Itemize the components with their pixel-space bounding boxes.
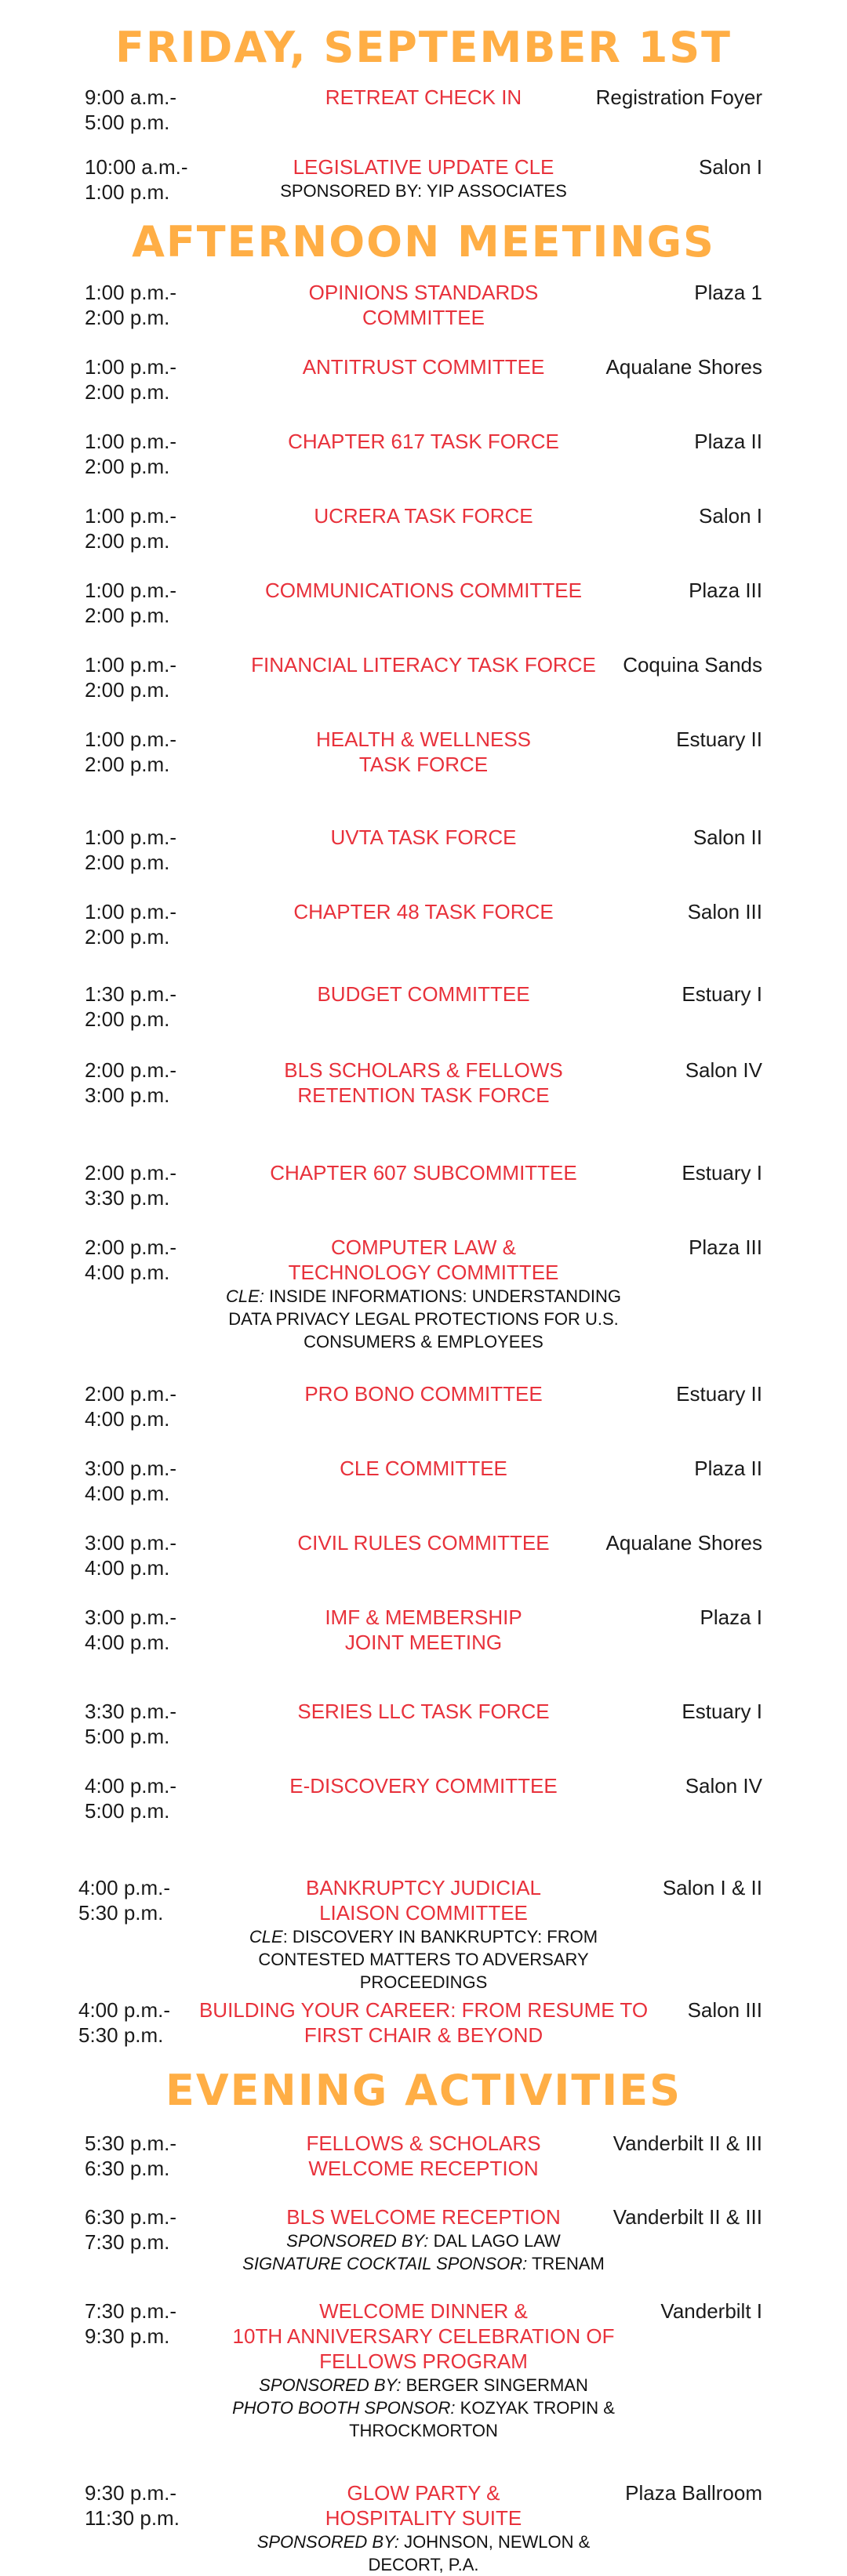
event-location: Plaza II xyxy=(694,430,762,453)
event-location: Plaza III xyxy=(689,579,762,602)
event-title: COMMUNICATIONS COMMITTEE xyxy=(265,579,582,602)
event-title: E-DISCOVERY COMMITTEE xyxy=(289,1774,558,1798)
event-title: FELLOWS & SCHOLARS WELCOME RECEPTION xyxy=(306,2132,541,2180)
event-title: LEGISLATIVE UPDATE CLE xyxy=(293,155,554,179)
event-location: Vanderbilt II & III xyxy=(613,2205,762,2229)
event-title: CLE COMMITTEE xyxy=(340,1457,507,1480)
sponsor-label: SPONSORED BY: xyxy=(256,2532,400,2552)
event-time: 9:00 a.m.- 5:00 p.m. xyxy=(85,85,177,134)
event-time: 3:00 p.m.- 4:00 p.m. xyxy=(85,1457,177,1505)
event-time: 4:00 p.m.- 5:30 p.m. xyxy=(78,1998,171,2047)
event-location: Vanderbilt I xyxy=(660,2299,762,2323)
event-title: PRO BONO COMMITTEE xyxy=(304,1382,543,1406)
event-title: UCRERA TASK FORCE xyxy=(314,504,533,528)
event-title: CIVIL RULES COMMITTEE xyxy=(297,1531,550,1555)
event-time: 2:00 p.m.- 3:30 p.m. xyxy=(85,1161,177,1210)
event-title: OPINIONS STANDARDS COMMITTEE xyxy=(308,281,539,329)
event-title: UVTA TASK FORCE xyxy=(330,825,517,849)
event-title: RETREAT CHECK IN xyxy=(325,85,522,109)
event-title: CHAPTER 607 SUBCOMMITTEE xyxy=(270,1161,577,1185)
event-title: COMPUTER LAW & TECHNOLOGY COMMITTEE xyxy=(288,1235,559,1284)
event-time: 3:30 p.m.- 5:00 p.m. xyxy=(85,1700,177,1748)
event-location: Aqualane Shores xyxy=(605,1531,762,1555)
section-heading-evening: EVENING ACTIVITIES xyxy=(165,2066,682,2115)
event-time: 6:30 p.m.- 7:30 p.m. xyxy=(85,2205,177,2254)
event-time: 1:00 p.m.- 2:00 p.m. xyxy=(85,430,177,478)
sponsor-name: DAL LAGO LAW xyxy=(428,2231,561,2251)
event-title: FINANCIAL LITERACY TASK FORCE xyxy=(251,653,596,677)
event-cle-description xyxy=(180,1925,667,1994)
event-title: BLS WELCOME RECEPTION xyxy=(286,2205,561,2229)
event-time: 1:00 p.m.- 2:00 p.m. xyxy=(85,355,177,404)
sponsor-name: KOZYAK TROPIN & THROCKMORTON xyxy=(349,2398,615,2440)
event-time: 7:30 p.m.- 9:30 p.m. xyxy=(85,2299,177,2348)
sponsor-name: JOHNSON, NEWLON & DECORT, P.A. xyxy=(368,2532,591,2574)
event-time: 1:00 p.m.- 2:00 p.m. xyxy=(85,579,177,627)
event-title: ANTITRUST COMMITTEE xyxy=(302,355,545,379)
event-time: 2:00 p.m.- 4:00 p.m. xyxy=(85,1235,177,1284)
event-location: Salon III xyxy=(687,1998,762,2022)
event-time: 1:00 p.m.- 2:00 p.m. xyxy=(85,653,177,702)
event-time: 1:00 p.m.- 2:00 p.m. xyxy=(85,281,177,329)
event-location: Vanderbilt II & III xyxy=(613,2132,762,2155)
cle-label: CLE: xyxy=(225,1286,264,1306)
sponsor-label: SPONSORED BY: xyxy=(259,2375,402,2395)
event-time: 3:00 p.m.- 4:00 p.m. xyxy=(85,1531,177,1580)
event-location: Estuary I xyxy=(682,982,762,1006)
cle-text: INSIDE INFORMATIONS: UNDERSTANDING DATA PRIVACY LEGAL PROTECTIONS FOR U.S. CONSUMERS & EMPLOYEES xyxy=(228,1286,621,1351)
event-time: 2:00 p.m.- 3:00 p.m. xyxy=(85,1058,177,1107)
sponsor-label: SPONSORED BY: xyxy=(286,2231,429,2251)
event-title: BUDGET COMMITTEE xyxy=(317,982,530,1006)
event-location: Salon I xyxy=(699,504,762,528)
event-location: Plaza III xyxy=(689,1235,762,1259)
event-time: 1:00 p.m.- 2:00 p.m. xyxy=(85,900,177,949)
event-location: Salon I & II xyxy=(662,1876,762,1899)
event-sponsor: SPONSORED BY: YIP ASSOCIATES xyxy=(280,181,567,201)
event-location: Estuary I xyxy=(682,1161,762,1185)
event-sponsor xyxy=(180,2531,667,2576)
event-sponsor xyxy=(180,2374,667,2396)
event-time: 10:00 a.m.- 1:00 p.m. xyxy=(85,155,188,204)
event-time: 4:00 p.m.- 5:30 p.m. xyxy=(78,1876,171,1925)
event-title: HEALTH & WELLNESS TASK FORCE xyxy=(315,727,532,776)
page-heading-friday: FRIDAY, SEPTEMBER 1ST xyxy=(115,23,732,72)
event-title: WELCOME DINNER & 10TH ANNIVERSARY CELEBRATION OF FELLOWS PROGRAM xyxy=(232,2299,615,2373)
event-time: 1:00 p.m.- 2:00 p.m. xyxy=(85,727,177,776)
event-time: 1:00 p.m.- 2:00 p.m. xyxy=(85,504,177,553)
event-time: 3:00 p.m.- 4:00 p.m. xyxy=(85,1605,177,1654)
event-sponsor xyxy=(180,2252,667,2275)
event-sponsor xyxy=(180,2230,667,2252)
event-location: Plaza Ballroom xyxy=(625,2481,762,2505)
sponsor-label: PHOTO BOOTH SPONSOR: xyxy=(232,2398,456,2418)
sponsor-label: SIGNATURE COCKTAIL SPONSOR: xyxy=(242,2254,528,2273)
event-title: SERIES LLC TASK FORCE xyxy=(297,1700,550,1723)
event-location: Salon IV xyxy=(685,1058,762,1082)
event-location: Plaza 1 xyxy=(694,281,762,304)
event-title: BANKRUPTCY JUDICIAL LIAISON COMMITTEE xyxy=(305,1876,542,1925)
event-time: 9:30 p.m.- 11:30 p.m. xyxy=(85,2481,180,2530)
event-location: Salon III xyxy=(687,900,762,923)
event-location: Salon II xyxy=(693,825,762,849)
event-title: BLS SCHOLARS & FELLOWS RETENTION TASK FORCE xyxy=(284,1058,563,1107)
event-time: 2:00 p.m.- 4:00 p.m. xyxy=(85,1382,177,1431)
event-cle-description xyxy=(180,1285,667,1353)
event-location: Salon I xyxy=(699,155,762,179)
event-title: CHAPTER 48 TASK FORCE xyxy=(293,900,554,923)
event-location: Registration Foyer xyxy=(595,85,762,109)
event-location: Plaza I xyxy=(700,1605,762,1629)
event-title: BUILDING YOUR CAREER: FROM RESUME TO FIRST CHAIR & BEYOND xyxy=(198,1998,649,2047)
event-location: Salon IV xyxy=(685,1774,762,1798)
section-heading-afternoon: AFTERNOON MEETINGS xyxy=(132,217,715,267)
sponsor-name: TRENAM xyxy=(527,2254,605,2273)
event-time: 1:30 p.m.- 2:00 p.m. xyxy=(85,982,177,1031)
event-title: CHAPTER 617 TASK FORCE xyxy=(288,430,559,453)
event-sponsor xyxy=(180,2396,667,2442)
event-title: IMF & MEMBERSHIP JOINT MEETING xyxy=(325,1605,522,1654)
event-time: 5:30 p.m.- 6:30 p.m. xyxy=(85,2132,177,2180)
cle-text: : DISCOVERY IN BANKRUPTCY: FROM CONTESTED MATTERS TO ADVERSARY PROCEEDINGS xyxy=(258,1927,598,1992)
event-location: Aqualane Shores xyxy=(605,355,762,379)
event-location: Coquina Sands xyxy=(623,653,762,677)
event-title: GLOW PARTY & HOSPITALITY SUITE xyxy=(325,2481,522,2530)
event-location: Plaza II xyxy=(694,1457,762,1480)
event-location: Estuary II xyxy=(676,727,762,751)
event-location: Estuary I xyxy=(682,1700,762,1723)
cle-label: CLE xyxy=(249,1927,283,1947)
event-time: 4:00 p.m.- 5:00 p.m. xyxy=(85,1774,177,1823)
sponsor-name: BERGER SINGERMAN xyxy=(401,2375,588,2395)
event-time: 1:00 p.m.- 2:00 p.m. xyxy=(85,825,177,874)
event-location: Estuary II xyxy=(676,1382,762,1406)
